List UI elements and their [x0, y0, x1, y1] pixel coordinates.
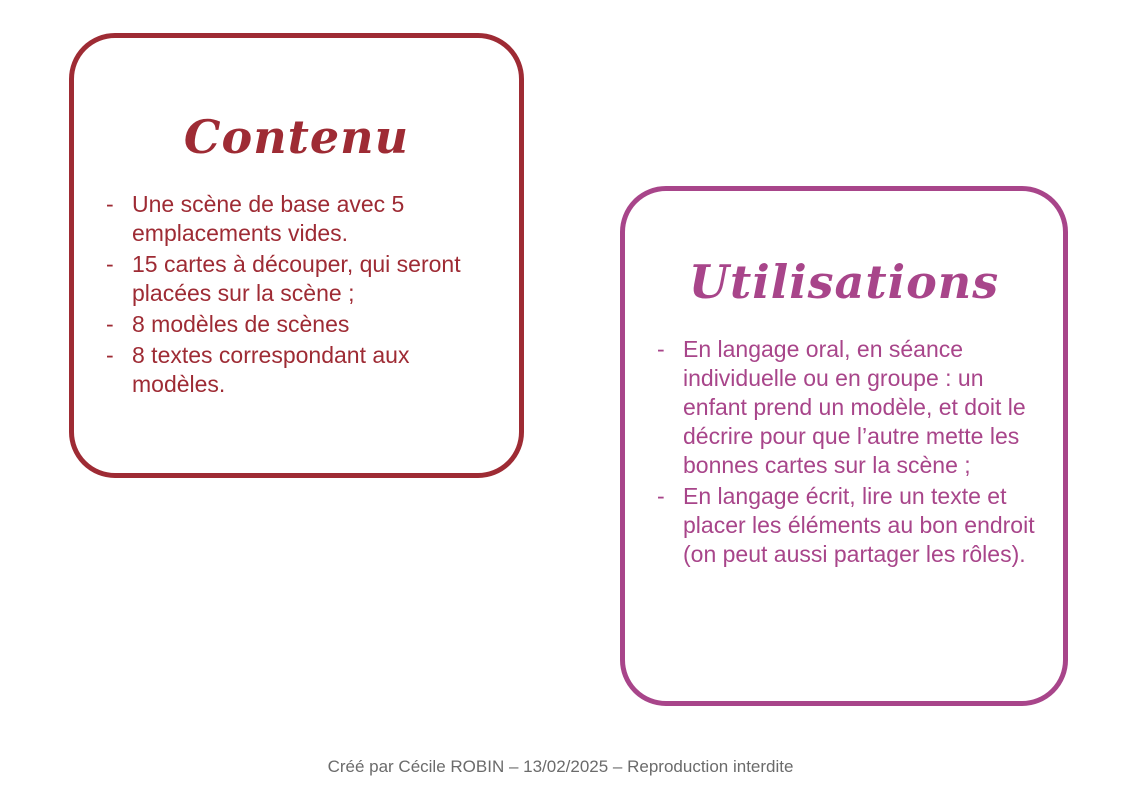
card-contenu-title: Contenu — [183, 110, 410, 164]
bullet-marker: - — [106, 191, 114, 217]
list-item — [106, 190, 493, 248]
bullet-marker: - — [106, 250, 114, 277]
bullet-marker: - — [106, 341, 114, 368]
bullet-text: 8 modèles de scènes — [132, 310, 350, 337]
footer-credit: Créé par Cécile ROBIN – 13/02/2025 – Reproduction interdite — [327, 757, 794, 776]
bullet-text: 8 textes correspondant aux modèles. — [132, 341, 410, 397]
list-item — [106, 341, 493, 399]
list-item — [106, 250, 493, 308]
bullet-text: 15 cartes à découper, qui seront placées sur la scène ; — [132, 250, 461, 306]
card-utilisations-title: Utilisations — [688, 255, 1000, 309]
bullet-marker: - — [657, 336, 665, 362]
card-utilisations — [620, 186, 1068, 706]
card-contenu — [69, 33, 524, 478]
bullet-marker: - — [657, 482, 665, 509]
bullet-text: En langage oral, en séance individuelle ou en groupe : un enfant prend un modèle, et doit le décrire pour que l’autre mette les bonnes cartes sur la scène ; — [683, 336, 1026, 478]
bullet-text: En langage écrit, lire un texte et placer les éléments au bon endroit (on peut aussi partager les rôles). — [683, 482, 1035, 567]
list-item — [657, 482, 1037, 569]
card-utilisations-bullet-list — [625, 335, 1063, 569]
card-contenu-bullet-list — [74, 190, 519, 399]
list-item — [657, 335, 1037, 480]
bullet-marker: - — [106, 310, 114, 337]
list-item — [106, 310, 493, 339]
bullet-text: Une scène de base avec 5 emplacements vides. — [132, 191, 405, 246]
